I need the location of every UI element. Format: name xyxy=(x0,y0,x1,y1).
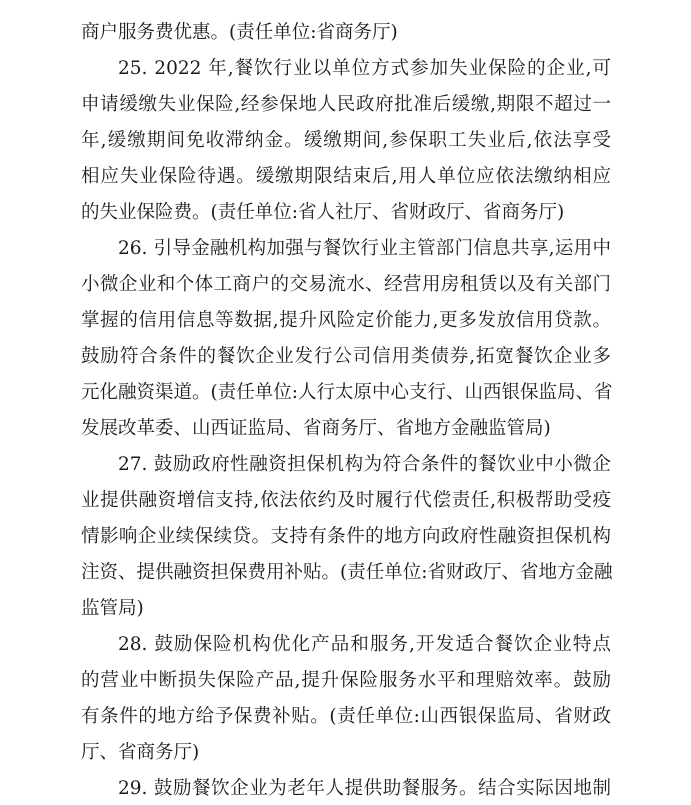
text-line: 掌握的信用信息等数据,提升风险定价能力,更多发放信用贷款。 xyxy=(81,310,611,331)
text-line: 有条件的地方给予保费补贴。(责任单位:山西银保监局、省财政 xyxy=(81,706,611,727)
text-line: 发展改革委、山西证监局、省商务厅、省地方金融监管局) xyxy=(81,418,551,439)
text-line: 元化融资渠道。(责任单位:人行太原中心支行、山西银保监局、省 xyxy=(81,382,613,403)
text-line: 注资、提供融资担保费用补贴。(责任单位:省财政厅、省地方金融 xyxy=(81,562,613,583)
text-line: 相应失业保险待遇。缓缴期限结束后,用人单位应依法缴纳相应 xyxy=(81,166,611,187)
paragraph-25-heading-line: 25. 2022 年,餐饮行业以单位方式参加失业保险的企业,可 xyxy=(118,58,611,79)
text-line: 商户服务费优惠。(责任单位:省商务厅) xyxy=(81,22,398,43)
paragraph-27-heading-line: 27. 鼓励政府性融资担保机构为符合条件的餐饮业中小微企 xyxy=(118,454,611,475)
text-line: 的营业中断损失保险产品,提升保险服务水平和理赔效率。鼓励 xyxy=(81,670,611,691)
text-line: 情影响企业续保续贷。支持有条件的地方向政府性融资担保机构 xyxy=(81,526,611,547)
text-line: 监管局) xyxy=(81,598,144,619)
text-line: 申请缓缴失业保险,经参保地人民政府批准后缓缴,期限不超过一 xyxy=(81,94,611,115)
paragraph-28-heading-line: 28. 鼓励保险机构优化产品和服务,开发适合餐饮企业特点 xyxy=(118,634,611,655)
paragraph-26-heading-line: 26. 引导金融机构加强与餐饮行业主管部门信息共享,运用中 xyxy=(118,238,611,259)
text-line: 业提供融资增信支持,依法依约及时履行代偿责任,积极帮助受疫 xyxy=(81,490,611,511)
text-line: 厅、省商务厅) xyxy=(81,742,200,763)
text-line: 的失业保险费。(责任单位:省人社厅、省财政厅、省商务厅) xyxy=(81,202,565,223)
paragraph-29-heading-line: 29. 鼓励餐饮企业为老年人提供助餐服务。结合实际因地制 xyxy=(118,778,611,799)
text-line: 年,缓缴期间免收滞纳金。缓缴期间,参保职工失业后,依法享受 xyxy=(81,130,611,151)
text-line: 小微企业和个体工商户的交易流水、经营用房租赁以及有关部门 xyxy=(81,274,611,295)
text-line: 鼓励符合条件的餐饮企业发行公司信用类债券,拓宽餐饮企业多 xyxy=(81,346,611,367)
